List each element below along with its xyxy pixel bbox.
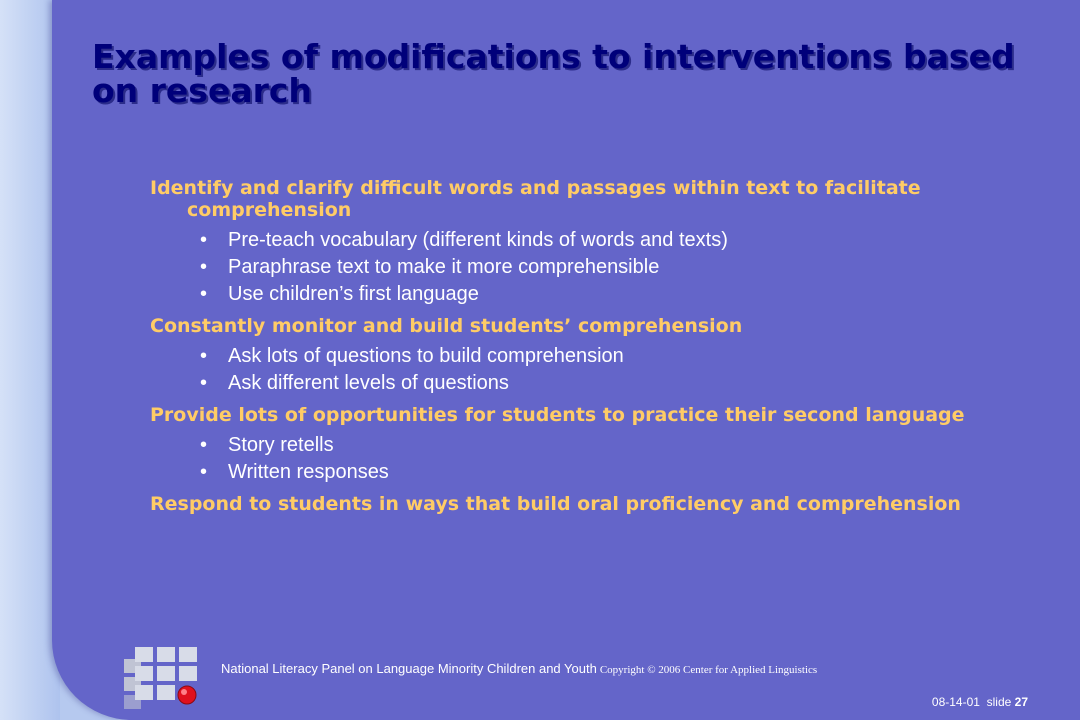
left-decorative-strip [0, 0, 60, 720]
sub-bullet-text: Paraphrase text to make it more comprehensible [228, 256, 660, 278]
sub-bullet-item [150, 434, 1010, 456]
sub-bullet-item [150, 256, 1010, 278]
slide-content [150, 177, 1010, 523]
sub-bullet-list [150, 345, 1010, 394]
footer-copyright: Copyright © 2006 Center for Applied Linguistics [599, 664, 818, 676]
bullet-icon: • [200, 256, 208, 278]
footer-slide-number: 27 [1014, 695, 1028, 709]
footer-slide-info [932, 695, 1028, 709]
sub-bullet-text: Story retells [228, 434, 334, 456]
sub-bullet-item [150, 283, 1010, 305]
footer-date-code: 08-14-01 [931, 695, 980, 709]
footer-org: National Literacy Panel on Language Minority Children and Youth [221, 661, 597, 676]
sub-bullet-text: Pre-teach vocabulary (different kinds of words and texts) [228, 229, 728, 251]
bullet-icon: • [200, 434, 208, 456]
point-heading: Identify and clarify difficult words and passages within text to facilitate comprehension [150, 177, 921, 221]
sub-bullet-text: Use children’s first language [228, 283, 479, 305]
sub-bullet-list [150, 229, 1010, 305]
footer-credit [221, 661, 817, 676]
bullet-icon: • [200, 345, 208, 367]
grid-logo-icon [124, 645, 204, 709]
sub-bullet-text: Ask different levels of questions [228, 372, 509, 394]
point-heading: Respond to students in ways that build oral proficiency and comprehension [150, 493, 961, 515]
sub-bullet-item [150, 461, 1010, 483]
slide-title: Examples of modifications to interventions based on research [92, 37, 1015, 110]
bullet-icon: • [200, 372, 208, 394]
sub-bullet-text: Ask lots of questions to build comprehension [228, 345, 624, 367]
bullet-icon: • [200, 461, 208, 483]
point-heading: Provide lots of opportunities for students to practice their second language [150, 404, 965, 426]
sub-bullet-item [150, 372, 1010, 394]
sub-bullet-item [150, 345, 1010, 367]
footer-slide-label: slide [986, 695, 1012, 709]
sub-bullet-item [150, 229, 1010, 251]
sub-bullet-text: Written responses [228, 461, 389, 483]
bullet-icon: • [200, 229, 208, 251]
sub-bullet-list [150, 434, 1010, 483]
point-heading: Constantly monitor and build students’ comprehension [150, 315, 743, 337]
bullet-icon: • [200, 283, 208, 305]
